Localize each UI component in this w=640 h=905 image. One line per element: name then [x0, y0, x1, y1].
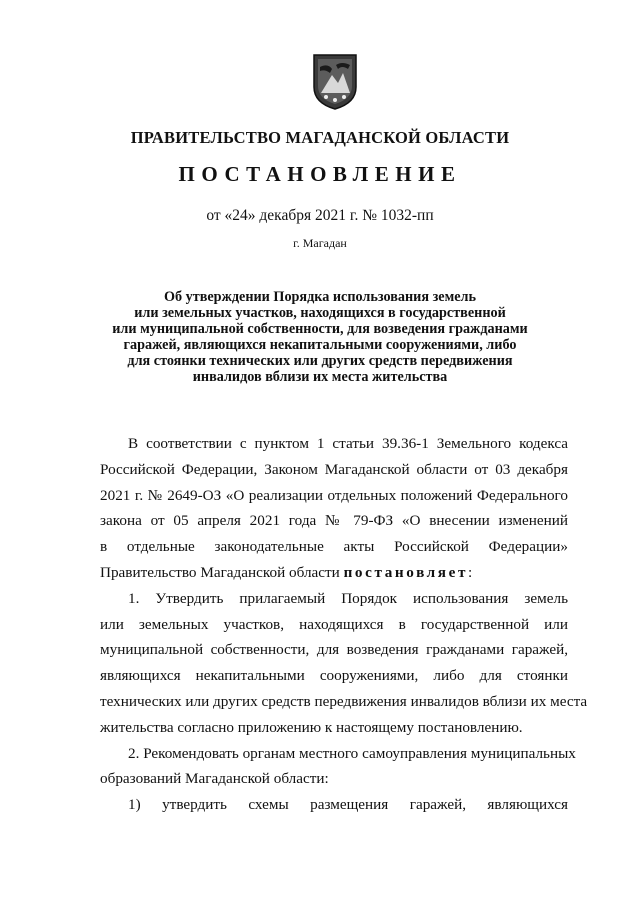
preamble-line: В соответствии с пунктом 1 статьи 39.36-1 Земельного кодекса	[128, 435, 568, 452]
item1-line: 1. Утвердить прилагаемый Порядок использования земель	[128, 589, 568, 607]
preamble-colon: :	[468, 563, 473, 581]
title-line: или муниципальной собственности, для возведения гражданами	[112, 321, 528, 337]
item1-line: технических или других средств передвижения инвалидов вблизи их места	[100, 692, 588, 710]
document-title	[110, 289, 530, 385]
item1-line: являющихся некапитальными сооружениями, либо для стоянки	[100, 667, 568, 685]
preamble-text: Правительство Магаданской области	[100, 563, 344, 581]
preamble-line: в отдельные законодательные акты Российской Федерации»	[100, 538, 568, 556]
preamble-line: 2021 г. № 2649-ОЗ «О реализации отдельных положений Федерального	[100, 486, 568, 504]
title-line: для стоянки технических или других средств передвижения	[127, 353, 513, 369]
title-line: гаражей, являющихся некапитальными сооружениями, либо	[123, 337, 517, 353]
item1-line: муниципальной собственности, для возведения гражданами гаражей,	[100, 641, 568, 659]
title-line: Об утверждении Порядка использования земель	[163, 289, 476, 305]
preamble-line: Российской Федерации, Законом Магаданской области от 03 декабря	[100, 460, 568, 478]
coat-of-arms-icon	[312, 53, 358, 111]
item1-line: или земельных участков, находящихся в государственной или	[100, 615, 568, 633]
preamble-last-line	[100, 560, 568, 586]
document-type: ПОСТАНОВЛЕНИЕ	[178, 162, 462, 186]
item2-line: 2. Рекомендовать органам местного самоуправления муниципальных	[128, 744, 576, 762]
preamble-line: закона от 05 апреля 2021 года № 79-ФЗ «О внесении изменений	[100, 512, 568, 530]
title-line: инвалидов вблизи их места жительства	[192, 369, 448, 385]
document-date-number: от «24» декабря 2021 г. № 1032-пп	[206, 207, 434, 224]
document-body	[100, 431, 588, 818]
title-line: или земельных участков, находящихся в государственной	[134, 305, 506, 321]
item1-line: жительства согласно приложению к настоящему постановлению.	[100, 718, 523, 736]
resolution-keyword: постановляет	[343, 563, 469, 581]
organization-name: ПРАВИТЕЛЬСТВО МАГАДАНСКОЙ ОБЛАСТИ	[130, 128, 510, 147]
item2-line: образований Магаданской области:	[100, 770, 329, 788]
document-city: г. Магадан	[293, 236, 347, 250]
subitem1-line: 1) утвердить схемы размещения гаражей, являющихся	[128, 796, 568, 814]
